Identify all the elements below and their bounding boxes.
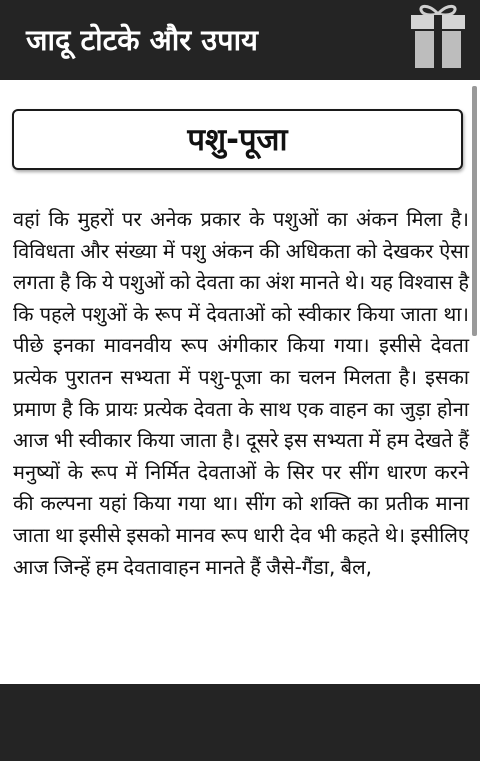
article-heading-box [12, 109, 463, 170]
app-title: जादू टोटके और उपाय [26, 23, 258, 57]
article-content[interactable] [0, 80, 480, 684]
scrollbar[interactable] [472, 86, 477, 336]
article-heading: पशु-पूजा [187, 121, 288, 158]
gift-icon [408, 2, 468, 72]
bottom-bar [0, 684, 480, 761]
app-bar [0, 0, 480, 80]
gift-button[interactable] [408, 2, 468, 72]
article-body: वहां कि मुहरों पर अनेक प्रकार के पशुओं का अंकन मिला है। विविधता और संख्या में पशु अंकन की अधिकता को देखकर ऐसा लगता है कि ये पशुओं को देवता का अंश मानते थे। यह विश्वास है कि पहले पशुओं के रूप में देवताओं को स्वीकार किया जाता था। पीछे इनका मावनवीय रूप अंगीकार किया गया। इसीसे देवता प्रत्येक पुरातन सभ्यता में पशु-पूजा का चलन मिलता है। इसका प्रमाण है कि प्रायः प्रत्येक देवता के साथ एक वाहन का जुड़ा होना आज भी स्वीकार किया जाता है। दूसरे इस सभ्यता में हम देखते हैं मनुष्यों के रूप में निर्मित देवताओं के सिर पर सींग धारण करने की कल्पना यहां किया गया था। सींग को शक्ति का प्रतीक माना जाता था इसीसे इसको मानव रूप धारी देव भी कहते थे। इसीलिए आज जिन्हें हम देवतावाहन मानते हैं जैसे-गैंडा, बैल, [13, 207, 469, 579]
